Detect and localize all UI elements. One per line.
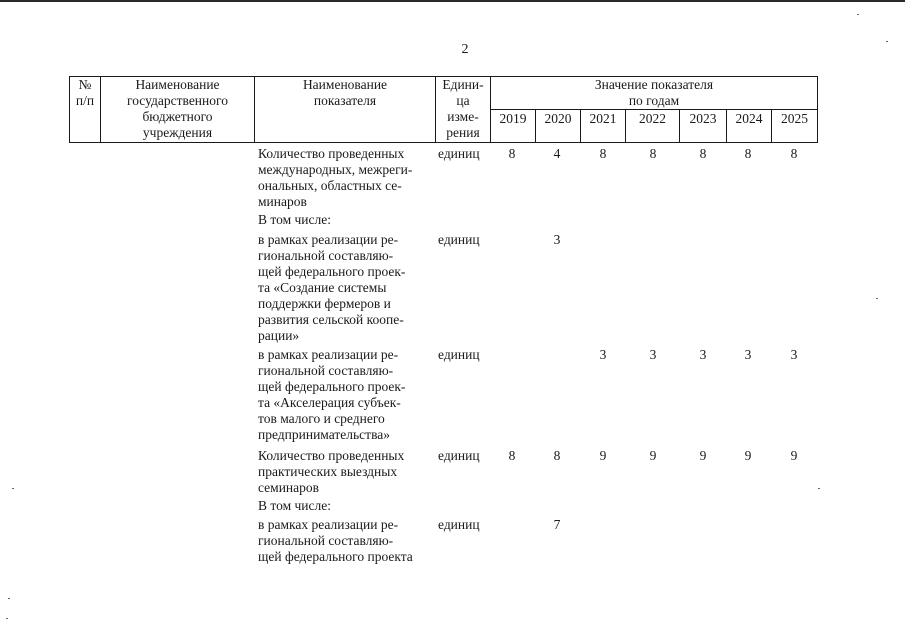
value-cell: 9 [699, 448, 707, 463]
indicator-name: в рамках реализации ре- гиональной составляю- щей федерального проек- та «Создание системы поддержки фермеров и развития сельской коопе- рации» [258, 232, 406, 343]
indicator-name: в рамках реализации ре- гиональной составляю- щей федерального проек- та «Акселерация субъек- тов малого и среднего предпринимательства» [258, 347, 406, 442]
top-border-line [0, 0, 905, 2]
value-cell: 9 [599, 448, 607, 463]
indicator-name: Количество проведенных международных, межреги- ональных, областных се- минаров [258, 146, 413, 209]
value-cell: 8 [699, 146, 707, 161]
scan-speck [886, 41, 888, 42]
header-year: 2023 [689, 111, 717, 126]
header-num: № п/п [75, 77, 95, 108]
header-unit: Едини- ца изме- рения [442, 77, 484, 140]
value-cell: 9 [744, 448, 752, 463]
scan-speck [12, 488, 14, 489]
scan-speck [876, 298, 878, 299]
unit-cell: единиц [438, 448, 480, 463]
value-cell: 8 [508, 146, 516, 161]
scan-speck [6, 618, 8, 619]
value-cell: 8 [790, 146, 798, 161]
value-cell: 3 [599, 347, 607, 362]
value-cell: 3 [699, 347, 707, 362]
indicator-name: в рамках реализации ре- гиональной составляю- щей федерального проекта [258, 517, 413, 564]
header-year: 2021 [589, 111, 617, 126]
header-year: 2025 [781, 111, 808, 126]
value-cell: 7 [553, 517, 561, 532]
header-values-group: Значение показателя по годам [594, 77, 714, 108]
unit-cell: единиц [438, 232, 480, 247]
scan-speck [818, 488, 820, 489]
value-cell: 8 [553, 448, 561, 463]
scan-speck [857, 14, 859, 15]
unit-cell: единиц [438, 146, 480, 161]
header-institution: Наименование государственного бюджетного учреждения [127, 77, 228, 140]
unit-cell: единиц [438, 517, 480, 532]
table-header [69, 76, 818, 143]
page-number: 2 [461, 42, 469, 57]
unit-cell: единиц [438, 347, 480, 362]
header-year: 2022 [639, 111, 666, 126]
value-cell: 3 [744, 347, 752, 362]
value-cell: 4 [553, 146, 561, 161]
value-cell: 8 [649, 146, 657, 161]
indicator-name: Количество проведенных практических выездных семинаров [258, 448, 405, 495]
value-cell: 3 [553, 232, 561, 247]
scan-speck [8, 598, 10, 599]
header-indicator: Наименование показателя [302, 77, 388, 108]
value-cell: 8 [744, 146, 752, 161]
value-cell: 9 [649, 448, 657, 463]
indicator-subheading: В том числе: [258, 212, 331, 227]
value-cell: 8 [508, 448, 516, 463]
header-year: 2024 [735, 111, 763, 126]
header-year: 2020 [544, 111, 572, 126]
value-cell: 8 [599, 146, 607, 161]
value-cell: 3 [649, 347, 657, 362]
value-cell: 3 [790, 347, 798, 362]
header-year: 2019 [499, 111, 527, 126]
value-cell: 9 [790, 448, 798, 463]
indicator-subheading: В том числе: [258, 498, 331, 513]
